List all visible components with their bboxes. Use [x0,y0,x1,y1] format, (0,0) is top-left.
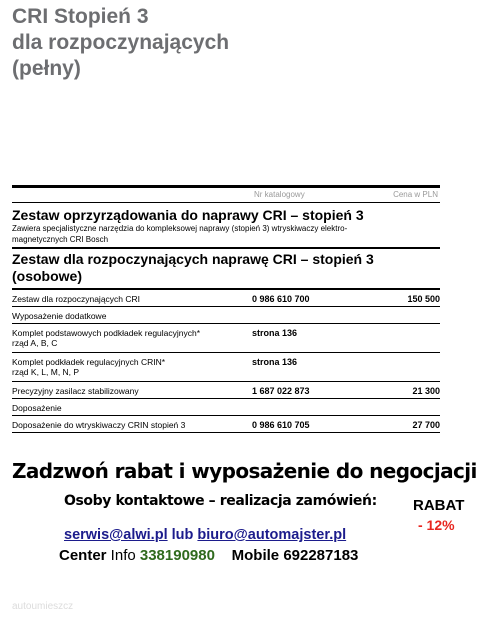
row-price: 21 300 [412,386,440,396]
column-header-price: Cena w PLN [393,190,438,199]
table-row [12,324,440,353]
section-starter-heading-2: (osobowe) [12,268,82,284]
rabat-label: RABAT [413,497,465,514]
email-separator: lub [167,527,198,543]
table-row-subheading [12,307,440,324]
phone-line [59,547,358,564]
section-tooling [12,203,440,249]
title-line-1: CRI Stopień 3 [12,5,149,28]
column-header-catalog: Nr katalogowy [254,190,305,199]
info-number: 338190980 [139,547,215,564]
row-name [12,357,165,377]
row-name-line-2: rząd A, B, C [12,338,58,348]
row-catalog: 0 986 610 700 [252,294,310,304]
price-table [12,185,440,433]
row-catalog: 0 986 610 705 [252,420,310,430]
rabat-value: - 12% [418,517,455,533]
mobile-number: 692287183 [283,547,359,564]
promo-headline: Zadzwoń rabat i wyposażenie do negocjacji [12,459,477,483]
email-line [64,527,346,543]
section-starter-heading-1: Zestaw dla rozpoczynających naprawę CRI – stopień 3 [12,251,374,267]
table-row [12,382,440,399]
title-line-2: dla rozpoczynających [12,31,230,54]
section-tooling-heading: Zestaw oprzyrządowania do naprawy CRI – stopień 3 [12,207,364,223]
email-link-serwis[interactable]: serwis@alwi.pl [64,527,168,543]
page-title [12,4,312,82]
section-starter [12,249,440,290]
row-price: 27 700 [412,420,440,430]
section-tooling-desc-2: magnetycznych CRI Bosch [12,235,109,244]
row-catalog: 1 687 022 873 [252,386,310,396]
table-row [12,353,440,382]
row-name: Doposażenie do wtryskiwaczy CRIN stopień 3 [12,420,186,430]
row-name [12,328,200,348]
row-price: 150 500 [407,294,440,304]
mobile-label: Mobile [231,547,280,564]
email-link-biuro[interactable]: biuro@automajster.pl [197,527,347,543]
table-row [12,290,440,307]
row-name: Wyposażenie dodatkowe [12,311,107,321]
watermark: autoumieszcz [12,601,74,612]
row-name-line-2: rząd K, L, M, N, P [12,367,80,377]
title-line-3: (pełny) [12,57,81,80]
row-name: Precyzyjny zasilacz stabilizowany [12,386,139,396]
row-catalog: strona 136 [252,357,298,367]
info-label: Info [106,547,140,564]
contacts-label: Osoby kontaktowe – realizacja zamówień: [64,493,377,509]
row-name: Zestaw dla rozpoczynających CRI [12,294,141,304]
table-row [12,416,440,433]
table-header [12,188,440,203]
row-name-line-1: Komplet podkładek regulacyjnych CRIN* [12,357,166,367]
table-row-subheading [12,399,440,416]
center-label: Center [59,547,107,564]
section-tooling-desc-1: Zawiera specjalistyczne narzędzia do kompleksowej naprawy (stopień 3) wtryskiwaczy elektro- [12,224,348,233]
row-name-line-1: Komplet podstawowych podkładek regulacyjnych* [12,328,201,338]
row-name: Doposażenie [12,403,62,413]
row-catalog: strona 136 [252,328,298,338]
